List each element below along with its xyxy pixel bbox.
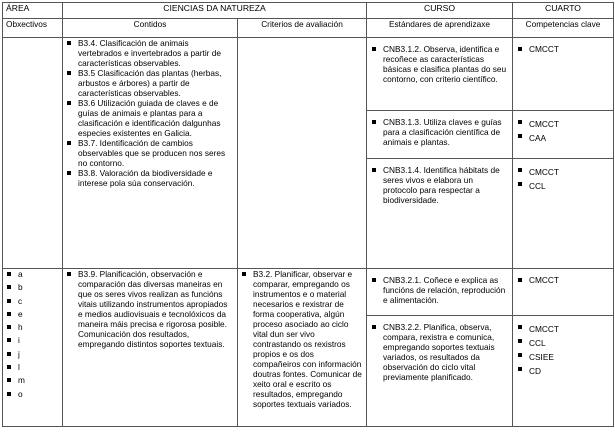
standards-cell	[367, 269, 513, 427]
competences-cell	[513, 38, 614, 269]
standard-block	[367, 111, 512, 159]
contents-header: Contidos	[63, 19, 238, 38]
competence-block	[513, 38, 613, 111]
list-item: B3.7. Identificación de cambios observables que se producen nos seres no contorno.	[66, 138, 234, 168]
list-item: a	[6, 269, 59, 279]
list-item: CSIEE	[517, 350, 609, 364]
list-item: CMCCT	[517, 322, 609, 336]
competences-header: Competencias clave	[513, 19, 614, 38]
competence-block	[513, 159, 613, 193]
objectives-cell	[3, 269, 63, 427]
objectives-cell	[3, 38, 63, 269]
list-item: B3.5 Clasificación das plantas (herbas, arbustos e árbores) a partir de características observables.	[66, 68, 234, 98]
competence-block	[513, 111, 613, 159]
subject-header: CIENCIAS DA NATUREZA	[63, 3, 367, 19]
standards-header: Estándares de aprendizaxe	[367, 19, 513, 38]
list-item: l	[6, 362, 59, 372]
list-item: j	[6, 349, 59, 359]
objectives-header: Obxectivos	[3, 19, 63, 38]
competences-cell	[513, 269, 614, 427]
list-item: CNB3.2.1. Coñece e explica as funcións de relación, reprodución e alimentación.	[371, 275, 508, 305]
list-item: b	[6, 282, 59, 292]
list-item: CMCCT	[517, 117, 609, 131]
list-item: m	[6, 375, 59, 385]
list-item: CCL	[517, 336, 609, 350]
table-row	[3, 269, 614, 427]
list-item: B3.4. Clasificación de animais vertebrados e invertebrados a partir de características observables.	[66, 38, 234, 68]
list-item: CCL	[517, 179, 609, 193]
standard-block	[367, 159, 512, 205]
contents-cell	[63, 38, 238, 269]
list-item: CNB3.2.2. Planifica, observa, compara, rexistra e comunica, empregando soportes textuais variados, os resultados da observación do ciclo vital previamente planificado.	[371, 322, 508, 382]
criteria-cell	[238, 269, 367, 427]
curriculum-table	[2, 2, 614, 427]
list-item: CNB3.1.2. Observa, identifica e recoñece as características básicas e clasifica plantas do seu contorno, con criterio científico.	[371, 44, 508, 84]
standards-cell	[367, 38, 513, 269]
competence-block	[513, 316, 613, 378]
standard-block	[367, 269, 512, 316]
list-item: i	[6, 335, 59, 345]
standard-block	[367, 38, 512, 111]
subheader-row	[3, 19, 614, 38]
header-row	[3, 3, 614, 19]
list-item: B3.2. Planificar, observar e comparar, empregando os instrumentos e o material necesarios e rexistrar de forma cooperativa, algún proceso asociado ao ciclo vital dun ser vivo contrastando os rexistros propios e os dos compañeiros con información doutras fontes. Comunicar de xeito oral e escrito os resultados, empregando soportes textuais variados.	[241, 269, 363, 409]
list-item: CAA	[517, 131, 609, 145]
table-row	[3, 38, 614, 269]
list-item: CMCCT	[517, 275, 609, 285]
standard-block	[367, 316, 512, 382]
list-item: B3.8. Valoración da biodiversidade e interese pola súa conservación.	[66, 168, 234, 188]
list-item: B3.9. Planificación, observación e comparación das diversas maneiras en que os seres vivos realizan as funcións vitais utilizando instrumentos apropiados e medios audiovisuais e tecnolóxicos da maneira máis precisa e rigorosa posible. Comunicación dos resultados, empregando distintos soportes textuais.	[66, 269, 234, 349]
grade-header: CUARTO	[513, 3, 614, 19]
list-item: CMCCT	[517, 165, 609, 179]
list-item: h	[6, 322, 59, 332]
list-item: e	[6, 309, 59, 319]
list-item: B3.6 Utilización guiada de claves e de guías de animais e plantas para a clasificación e identificación dalgunhas especies existentes en Galicia.	[66, 98, 234, 138]
criteria-cell	[238, 38, 367, 269]
area-header: ÁREA	[3, 3, 63, 19]
list-item: CNB3.1.3. Utiliza claves e guías para a clasificación científica de animais e plantas.	[371, 117, 508, 147]
criteria-header: Criterios de avaliación	[238, 19, 367, 38]
contents-cell	[63, 269, 238, 427]
list-item: CD	[517, 364, 609, 378]
list-item: c	[6, 296, 59, 306]
list-item: o	[6, 389, 59, 399]
course-header: CURSO	[367, 3, 513, 19]
list-item: CNB3.1.4. Identifica hábitats de seres vivos e elabora un protocolo para respectar a biodiversidade.	[371, 165, 508, 205]
list-item: CMCCT	[517, 44, 609, 54]
competence-block	[513, 269, 613, 316]
